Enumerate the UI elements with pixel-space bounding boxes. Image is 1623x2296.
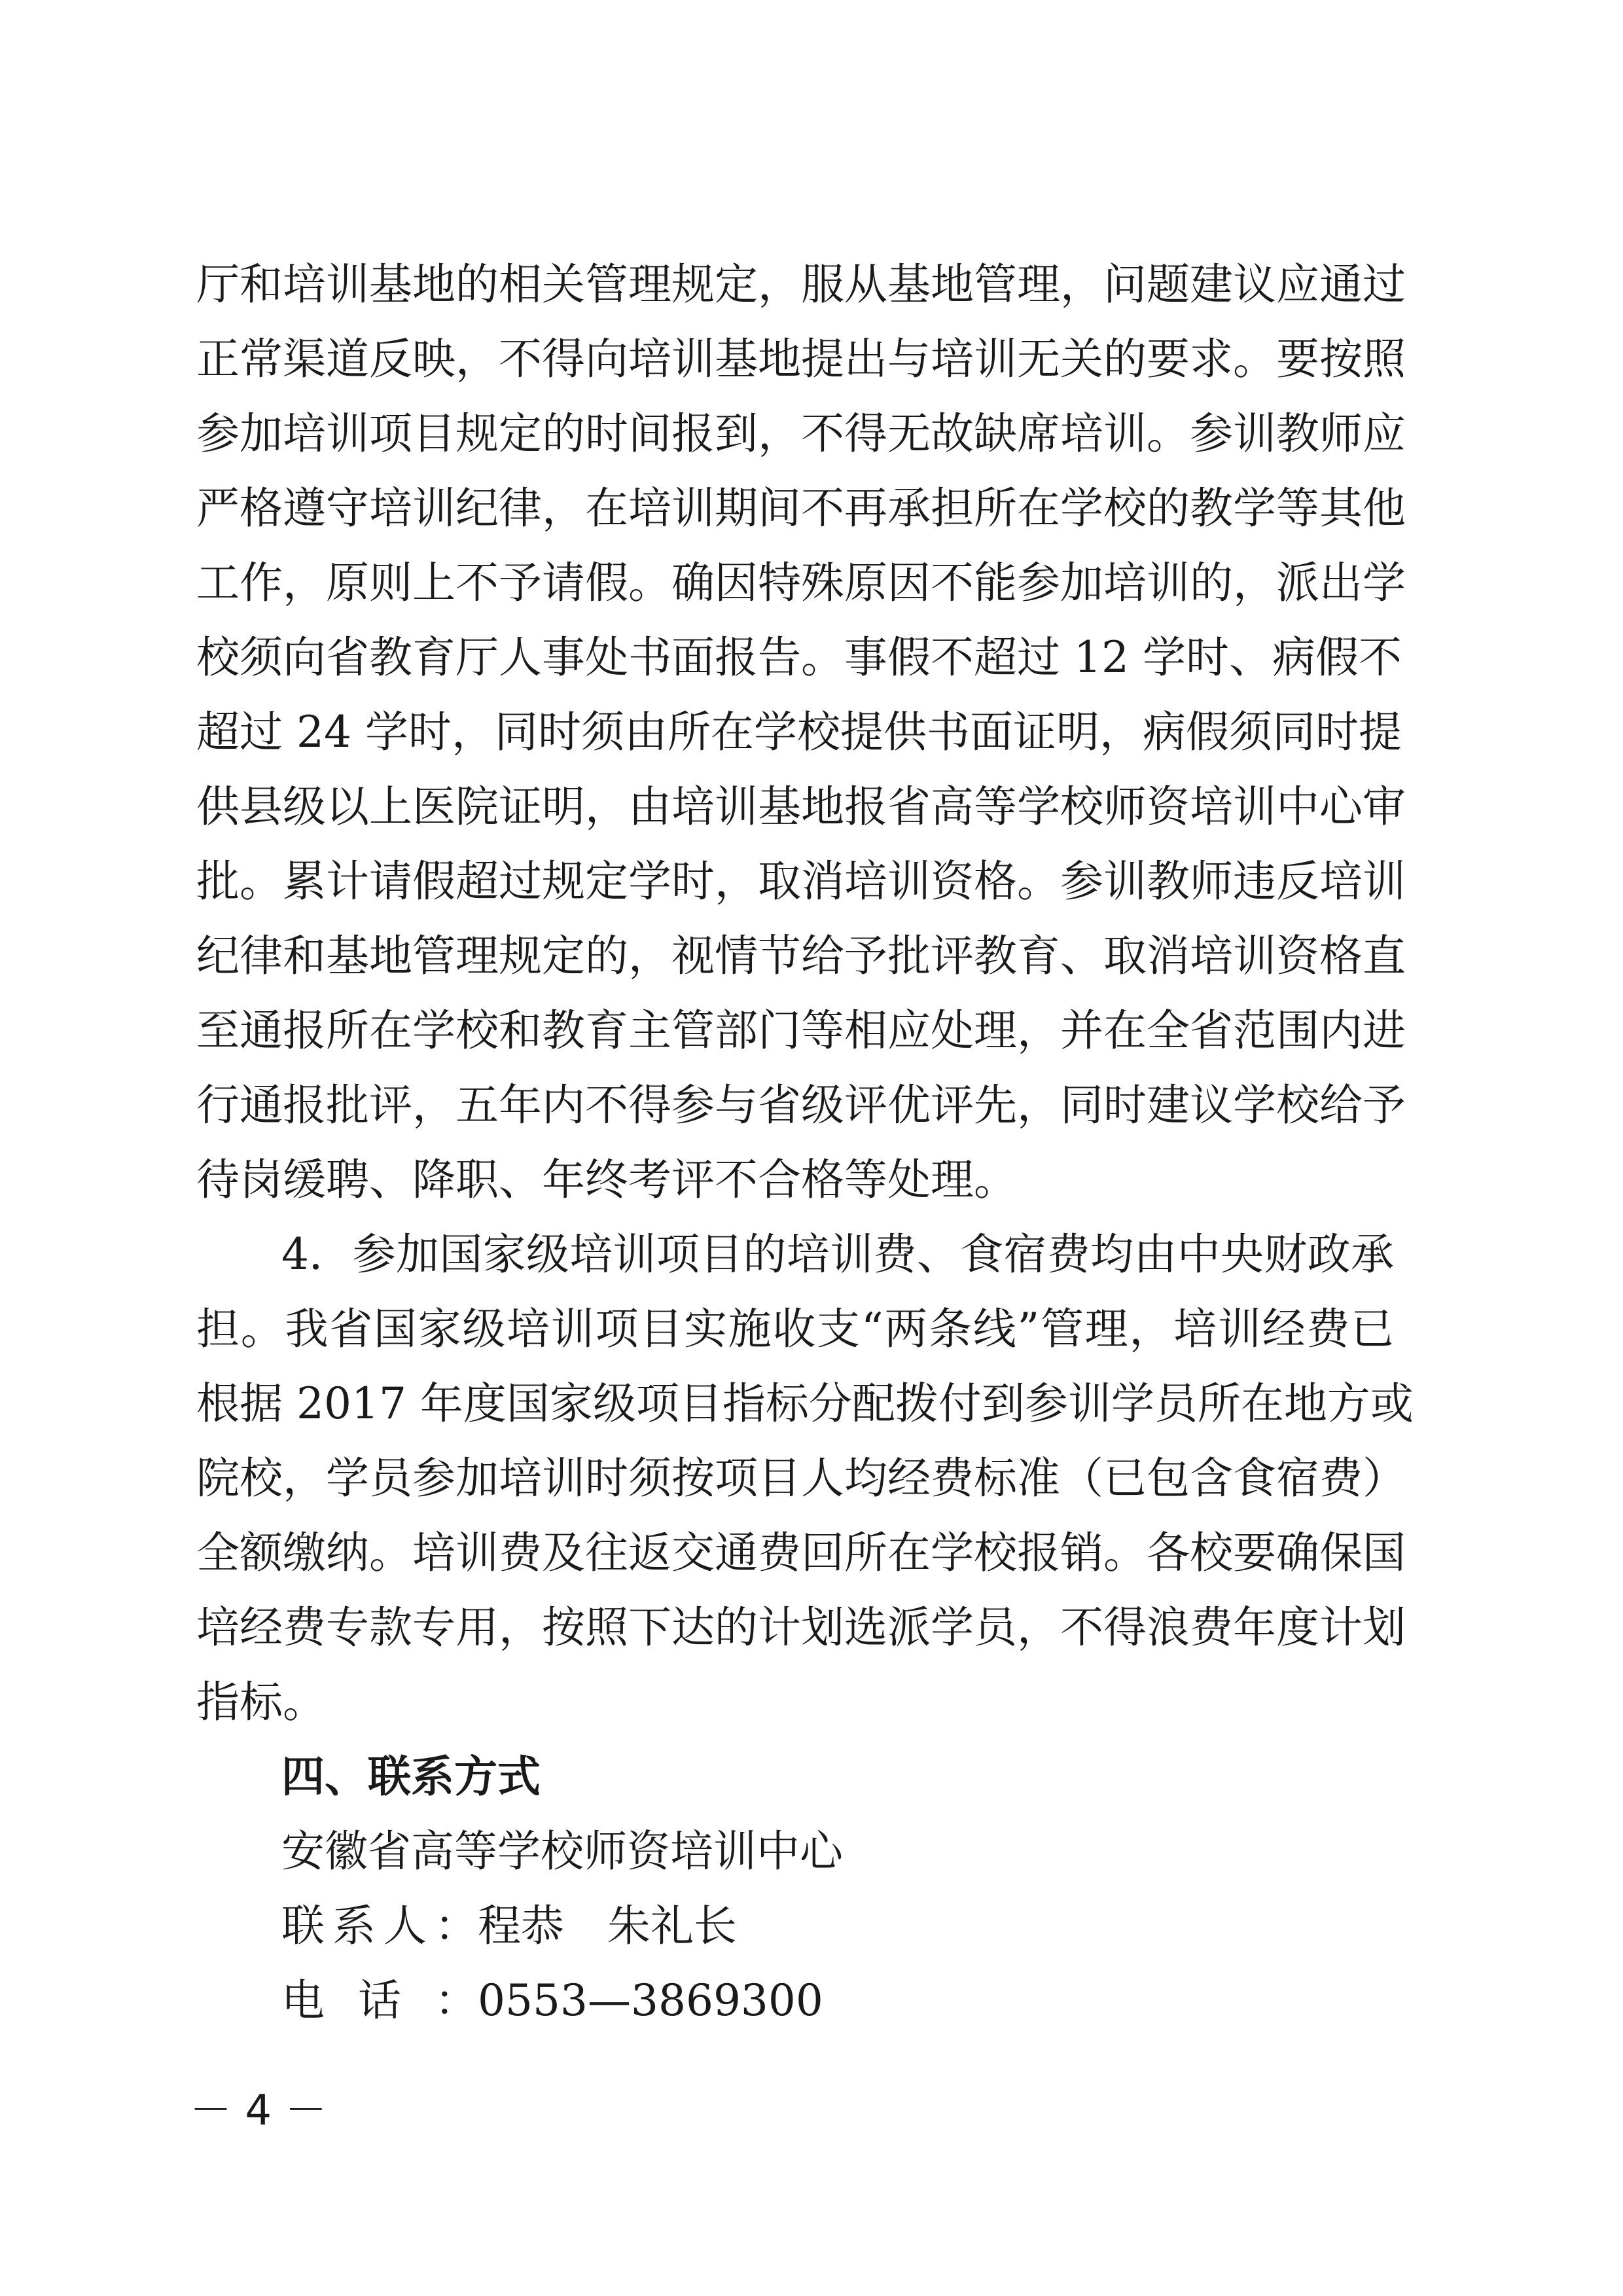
body-line: 行通报批评，五年内不得参与省级评优评先，同时建议学校给予 — [196, 1080, 1406, 1130]
body-line: 批。累计请假超过规定学时，取消培训资格。参训教师违反培训 — [196, 856, 1406, 906]
body-line: 纪律和基地管理规定的，视情节给予批评教育、取消培训资格直 — [196, 931, 1406, 981]
body-line: 厅和培训基地的相关管理规定，服从基地管理，问题建议应通过 — [196, 259, 1406, 310]
body-line: 供县级以上医院证明，由培训基地报省高等学校师资培训中心审 — [196, 781, 1406, 832]
contact-person-label: 联系人： — [281, 1901, 478, 1951]
body-line: 工作，原则上不予请假。确因特殊原因不能参加培训的，派出学 — [196, 558, 1406, 608]
body-line: 担。我省国家级培训项目实施收支“两条线”管理，培训经费已 — [196, 1304, 1394, 1354]
body-line: 根据 2017 年度国家级项目指标分配拨付到参训学员所在地方或 — [196, 1378, 1414, 1429]
body-line: 超过 24 学时，同时须由所在学校提供书面证明，病假须同时提 — [196, 707, 1402, 757]
body-line: 院校，学员参加培训时须按项目人均经费标准（已包含食宿费） — [196, 1453, 1406, 1503]
paragraph-first-line: 4．参加国家级培训项目的培训费、食宿费均由中央财政承 — [281, 1229, 1394, 1280]
section-heading: 四、联系方式 — [281, 1751, 541, 1802]
body-line: 全额缴纳。培训费及往返交通费回所在学校报销。各校要确保国 — [196, 1528, 1406, 1578]
contact-phone-row — [281, 1964, 823, 2038]
body-line: 参加培训项目规定的时间报到，不得无故缺席培训。参训教师应 — [196, 408, 1406, 459]
contact-phone-label: 电话： — [281, 1975, 478, 2026]
page-number: － 4 － — [190, 2087, 327, 2135]
body-line: 培经费专款专用，按照下达的计划选派学员，不得浪费年度计划 — [196, 1602, 1406, 1653]
body-line: 校须向省教育厅人事处书面报告。事假不超过 12 学时、病假不 — [196, 632, 1402, 683]
contact-organization: 安徽省高等学校师资培训中心 — [281, 1826, 843, 1876]
contact-person-value: 程恭 朱礼长 — [478, 1901, 737, 1951]
body-line: 严格遵守培训纪律，在培训期间不再承担所在学校的教学等其他 — [196, 483, 1406, 533]
body-line: 至通报所在学校和教育主管部门等相应处理，并在全省范围内进 — [196, 1005, 1406, 1056]
body-line: 正常渠道反映，不得向培训基地提出与培训无关的要求。要按照 — [196, 334, 1406, 384]
contact-person-row — [281, 1889, 737, 1964]
body-line: 待岗缓聘、降职、年终考评不合格等处理。 — [196, 1155, 1017, 1205]
contact-phone-value: 0553—3869300 — [478, 1975, 823, 2026]
body-line: 指标。 — [196, 1677, 326, 1727]
